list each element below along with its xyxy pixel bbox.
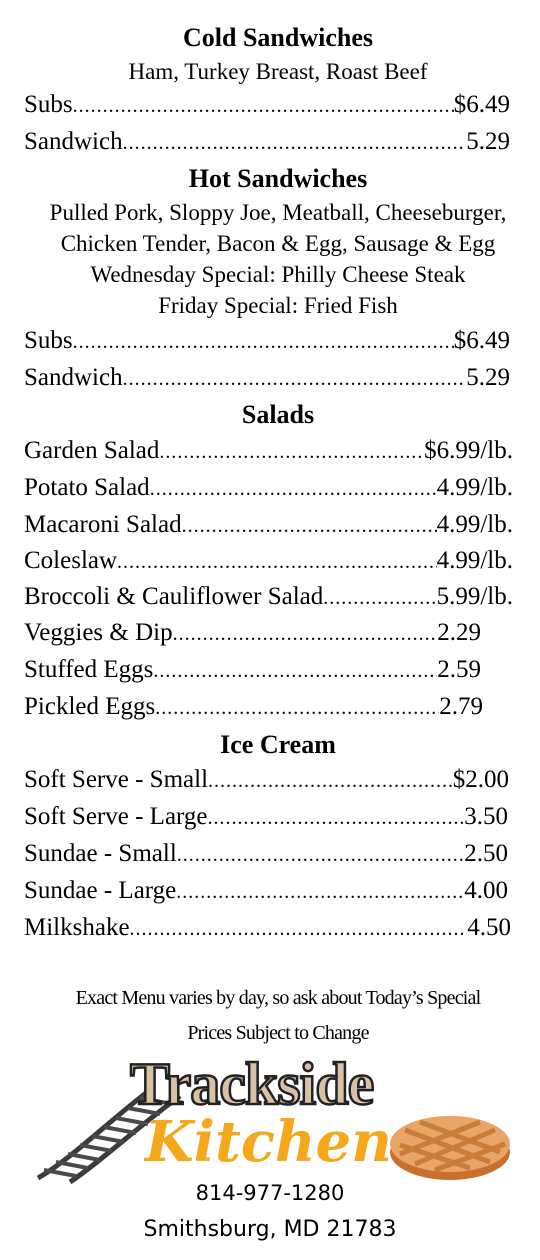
item-name: Stuffed Eggs [24,656,154,683]
menu-item-soft-serve-small [24,763,509,797]
item-price: $6.99/lb. [424,437,513,464]
prices-note: Prices Subject to Change [187,1022,369,1044]
menu-item-garden-salad [24,434,513,468]
item-name: Subs [24,327,73,354]
item-name: Potato Salad [24,474,150,501]
menu-item-cold-sandwich [24,125,510,159]
item-name: Sundae - Large [24,877,177,904]
item-price: $6.49 [453,327,510,354]
leader-dots [182,509,437,543]
menu-item-pickled-eggs [24,690,483,724]
item-name: Soft Serve - Small [24,766,209,793]
menu-item-cold-subs [24,88,510,122]
menu-item-broccoli-cauliflower-salad [24,580,513,614]
section-heading-salads: Salads [241,400,315,429]
item-name: Sandwich [24,364,123,391]
menu-item-hot-subs [24,324,510,358]
hot-sandwiches-description-line3: Wednesday Special: Philly Cheese Steak [90,262,466,287]
logo-word-kitchen: Kitchen [145,1109,392,1175]
item-name: Sundae - Small [24,840,177,867]
item-price: 2.79 [439,693,483,720]
leader-dots [173,617,438,651]
item-price: 4.50 [467,914,511,941]
item-price: 4.99/lb. [436,547,513,574]
cold-sandwiches-description: Ham, Turkey Breast, Roast Beef [128,59,428,84]
item-price: 5.29 [466,128,510,155]
item-name: Garden Salad [24,437,160,464]
item-price: 2.29 [437,619,481,646]
menu-item-macaroni-salad [24,508,513,542]
item-name: Milkshake [24,914,130,941]
leader-dots [177,838,464,872]
leader-dots [153,654,437,688]
logo-word-trackside: Trackside [130,1051,374,1117]
menu-item-coleslaw [24,544,513,578]
item-price: 2.50 [464,840,508,867]
leader-dots [130,912,468,946]
item-price: 3.50 [464,803,508,830]
hot-sandwiches-description-line1: Pulled Pork, Sloppy Joe, Meatball, Cheeseburger, [49,200,507,225]
menu-item-sundae-large [24,874,508,908]
leader-dots [208,801,465,835]
menu-item-soft-serve-large [24,800,508,834]
item-name: Subs [24,91,73,118]
phone-number: 814-977-1280 [195,1181,345,1205]
menu-item-hot-sandwich [24,361,510,395]
section-heading-hot-sandwiches: Hot Sandwiches [188,164,368,193]
item-price: 4.00 [464,877,508,904]
item-name: Coleslaw [24,547,118,574]
leader-dots [176,875,464,909]
leader-dots [155,691,439,725]
leader-dots [323,581,436,615]
item-price: 2.59 [437,656,481,683]
section-heading-cold-sandwiches: Cold Sandwiches [183,23,373,52]
item-name: Pickled Eggs [24,693,156,720]
item-price: 5.99/lb. [436,583,513,610]
menu-item-milkshake [24,911,511,945]
item-name: Sandwich [24,128,123,155]
section-heading-ice-cream: Ice Cream [220,730,336,759]
leader-dots [117,545,437,579]
menu-note: Exact Menu varies by day, so ask about Today’s Special [75,987,481,1009]
item-price: $6.49 [453,91,510,118]
leader-dots [208,764,453,798]
pie-icon [390,1116,510,1180]
item-name: Soft Serve - Large [24,803,208,830]
hot-sandwiches-description-line4: Friday Special: Fried Fish [158,293,398,318]
item-price: 5.29 [466,364,510,391]
item-price: 4.99/lb. [436,474,513,501]
menu-item-veggies-dip [24,616,481,650]
trackside-kitchen-logo [30,1050,520,1185]
leader-dots [159,435,424,469]
menu-item-stuffed-eggs [24,653,481,687]
item-name: Veggies & Dip [24,619,173,646]
item-name: Broccoli & Cauliflower Salad [24,583,324,610]
address: Smithsburg, MD 21783 [143,1217,397,1242]
item-price: 4.99/lb. [436,511,513,538]
hot-sandwiches-description-line2: Chicken Tender, Bacon & Egg, Sausage & Egg [60,231,496,256]
item-price: $2.00 [452,766,509,793]
leader-dots [150,472,437,506]
leader-dots [73,89,454,123]
menu-item-sundae-small [24,837,508,871]
menu-item-potato-salad [24,471,513,505]
leader-dots [123,362,467,396]
leader-dots [123,126,467,160]
item-name: Macaroni Salad [24,511,182,538]
leader-dots [73,325,454,359]
